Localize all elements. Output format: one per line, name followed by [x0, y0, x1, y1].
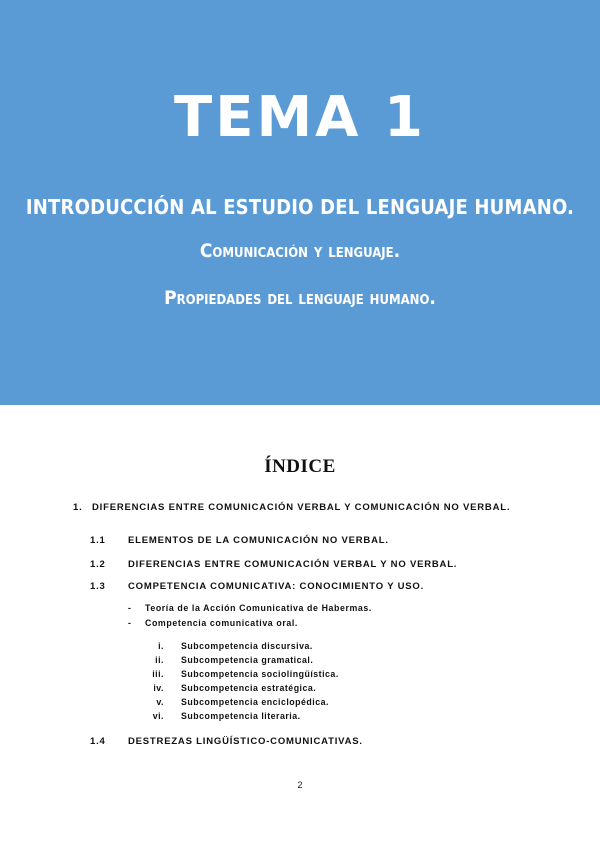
toc-item-text: ELEMENTOS DE LA COMUNICACIÓN NO VERBAL. [128, 535, 389, 546]
document-title: TEMA 1 [174, 85, 426, 150]
toc-item-text: Subcompetencia estratégica. [181, 683, 317, 693]
toc-roman-number: vi. [152, 711, 164, 721]
subtitle-line-3: Propiedades del lenguaje humano. [164, 287, 436, 309]
toc-roman-number: v. [156, 697, 164, 707]
toc-item-text: DIFERENCIAS ENTRE COMUNICACIÓN VERBAL Y NO VERBAL. [128, 559, 458, 570]
toc-item-text: Subcompetencia literaria. [181, 711, 301, 721]
toc-item-number: 1.1 [90, 535, 106, 546]
toc-item-text: Subcompetencia enciclopédica. [181, 697, 329, 707]
toc-bullet: - [128, 603, 132, 613]
toc-item-text: DIFERENCIAS ENTRE COMUNICACIÓN VERBAL Y COMUNICACIÓN NO VERBAL. [92, 502, 511, 513]
toc-roman-number: iv. [153, 683, 164, 693]
index-heading: ÍNDICE [264, 456, 336, 477]
toc-bullet: - [128, 618, 132, 628]
subtitle-line-2: Comunicación y lenguaje. [199, 240, 401, 262]
toc-roman-number: ii. [155, 655, 164, 665]
toc-item-number: 1.4 [90, 736, 106, 747]
toc-item-text: Subcompetencia sociolingüística. [181, 669, 339, 679]
toc-item-number: 1.2 [90, 559, 106, 570]
toc-item-text: Teoría de la Acción Comunicativa de Habermas. [145, 603, 372, 613]
toc-item-number: 1. [73, 502, 83, 513]
page-number: 2 [297, 780, 303, 790]
toc-item-text: Competencia comunicativa oral. [145, 618, 298, 628]
toc-item-text: Subcompetencia discursiva. [181, 641, 313, 651]
toc-roman-number: iii. [152, 669, 164, 679]
subtitle-line-1: INTRODUCCIÓN AL ESTUDIO DEL LENGUAJE HUMANO. [25, 195, 575, 219]
toc-roman-number: i. [158, 641, 164, 651]
toc-item-text: COMPETENCIA COMUNICATIVA: CONOCIMIENTO Y USO. [128, 581, 425, 592]
toc-item-number: 1.3 [90, 581, 106, 592]
toc-item-text: Subcompetencia gramatical. [181, 655, 314, 665]
toc-item-text: DESTREZAS LINGÜÍSTICO-COMUNICATIVAS. [128, 736, 363, 747]
